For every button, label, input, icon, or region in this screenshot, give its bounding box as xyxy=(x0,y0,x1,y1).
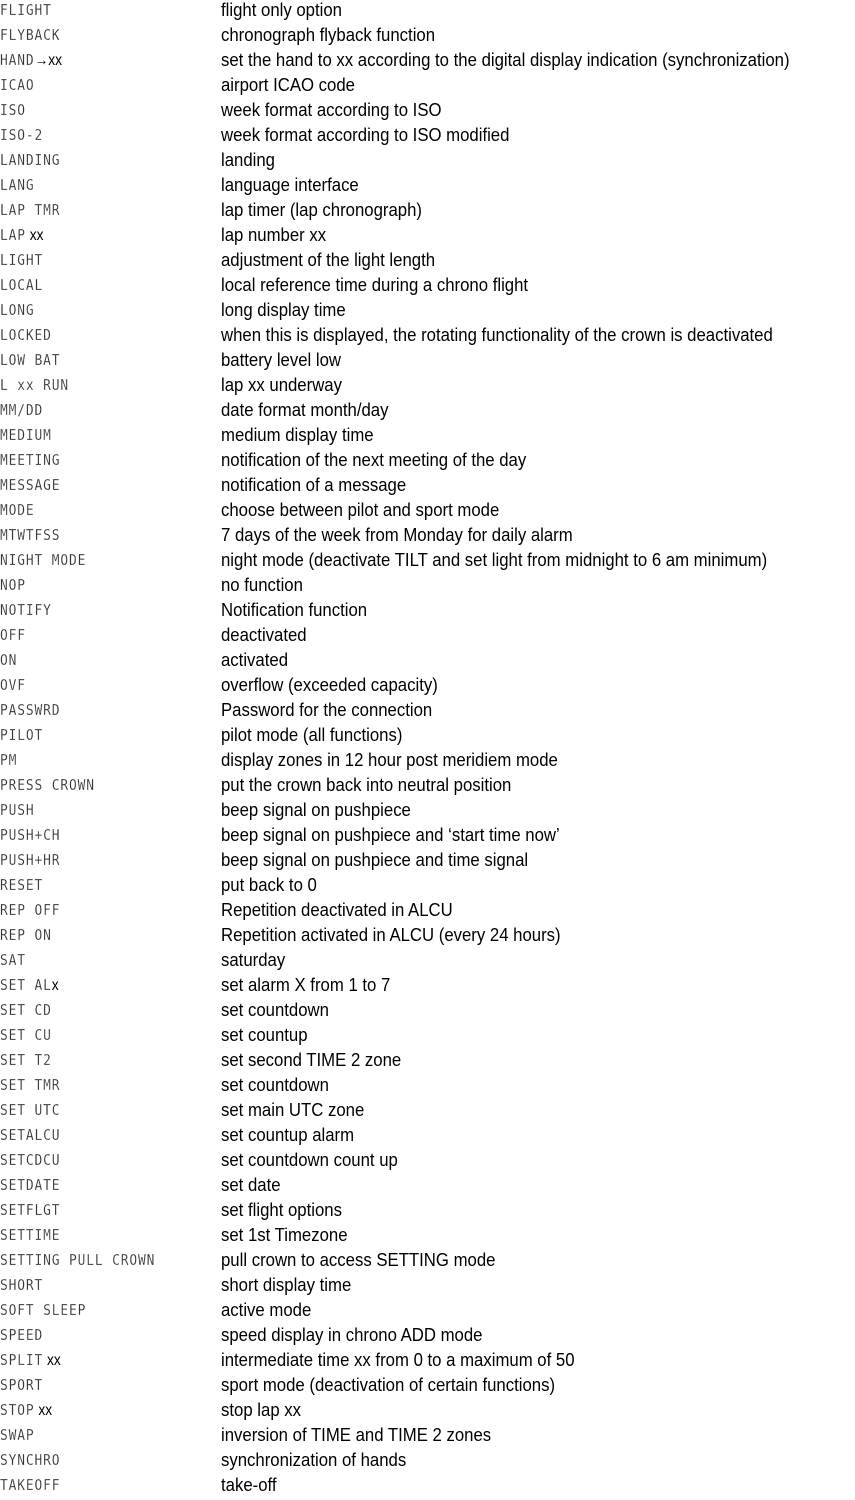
lcd-term-text: PILOT xyxy=(0,726,44,744)
glossary-row xyxy=(0,500,855,525)
term-suffix: xx xyxy=(34,1402,53,1419)
display-term xyxy=(0,550,185,575)
display-term xyxy=(0,525,185,550)
glossary-row xyxy=(0,1250,855,1275)
glossary-row xyxy=(0,75,855,100)
term-definition: stop lap xx xyxy=(221,1400,302,1420)
term-definition: set second TIME 2 zone xyxy=(221,1050,402,1070)
lcd-term-text: SET T2 xyxy=(0,1051,52,1069)
glossary-row xyxy=(0,750,855,775)
term-definition: Password for the connection xyxy=(221,700,433,720)
glossary-row xyxy=(0,900,855,925)
display-term xyxy=(0,1375,185,1400)
term-definition: lap xx underway xyxy=(221,375,342,395)
lcd-term-text: LANDING xyxy=(0,151,61,169)
lcd-term-text: SET TMR xyxy=(0,1076,61,1094)
lcd-term-text: LANG xyxy=(0,176,35,194)
display-term xyxy=(0,425,185,450)
display-term xyxy=(0,275,185,300)
lcd-term-text: MESSAGE xyxy=(0,476,61,494)
term-definition: saturday xyxy=(221,950,286,970)
display-term xyxy=(0,300,185,325)
lcd-term-text: ICAO xyxy=(0,76,35,94)
display-term xyxy=(0,925,185,950)
term-definition: local reference time during a chrono flight xyxy=(221,275,529,295)
lcd-term-text: HAND xyxy=(0,51,35,69)
display-term xyxy=(0,75,185,100)
glossary-row xyxy=(0,250,855,275)
glossary-row xyxy=(0,0,855,25)
glossary-row xyxy=(0,950,855,975)
glossary-row xyxy=(0,700,855,725)
term-definition: set countup xyxy=(221,1025,308,1045)
glossary-row xyxy=(0,875,855,900)
term-definition: language interface xyxy=(221,175,359,195)
lcd-term-text: SOFT SLEEP xyxy=(0,1301,87,1319)
lcd-term-text: SWAP xyxy=(0,1426,35,1444)
term-definition: set countup alarm xyxy=(221,1125,355,1145)
lcd-term-text: PUSH xyxy=(0,801,35,819)
lcd-term-text: NOTIFY xyxy=(0,601,52,619)
glossary-row xyxy=(0,1275,855,1300)
term-definition: set flight options xyxy=(221,1200,342,1220)
term-definition: beep signal on pushpiece and ‘start time now’ xyxy=(221,825,560,845)
display-term xyxy=(0,0,185,25)
term-definition: pull crown to access SETTING mode xyxy=(221,1250,496,1270)
lcd-term-text: RESET xyxy=(0,876,44,894)
display-term xyxy=(0,150,185,175)
term-definition: activated xyxy=(221,650,289,670)
display-term xyxy=(0,1325,185,1350)
term-definition: set countdown xyxy=(221,1075,329,1095)
lcd-term-text: MODE xyxy=(0,501,35,519)
term-definition: put the crown back into neutral position xyxy=(221,775,512,795)
lcd-term-text: SAT xyxy=(0,951,26,969)
display-term xyxy=(0,1025,185,1050)
term-definition: beep signal on pushpiece and time signal xyxy=(221,850,529,870)
glossary-row xyxy=(0,800,855,825)
display-term xyxy=(0,975,185,1000)
glossary-row xyxy=(0,975,855,1000)
term-definition: no function xyxy=(221,575,303,595)
display-term xyxy=(0,1425,185,1450)
display-term xyxy=(0,450,185,475)
display-term xyxy=(0,50,185,75)
display-term xyxy=(0,325,185,350)
lcd-term-text: STOP xyxy=(0,1401,35,1419)
display-term xyxy=(0,350,185,375)
term-definition: pilot mode (all functions) xyxy=(221,725,403,745)
display-term xyxy=(0,1275,185,1300)
term-definition: medium display time xyxy=(221,425,374,445)
glossary-row xyxy=(0,1075,855,1100)
lcd-term-text: SYNCHRO xyxy=(0,1451,61,1469)
term-definition: battery level low xyxy=(221,350,342,370)
lcd-term-text: SETTIME xyxy=(0,1226,61,1244)
lcd-term-text: SETDATE xyxy=(0,1176,61,1194)
lcd-term-text: MEETING xyxy=(0,451,61,469)
glossary-row xyxy=(0,925,855,950)
glossary-row xyxy=(0,400,855,425)
term-definition: adjustment of the light length xyxy=(221,250,436,270)
lcd-term-text: NIGHT MODE xyxy=(0,551,87,569)
display-term xyxy=(0,200,185,225)
term-definition: deactivated xyxy=(221,625,307,645)
lcd-term-text: SET UTC xyxy=(0,1101,61,1119)
term-definition: long display time xyxy=(221,300,346,320)
term-definition: set main UTC zone xyxy=(221,1100,365,1120)
glossary-row xyxy=(0,425,855,450)
lcd-term-text: SPORT xyxy=(0,1376,44,1394)
glossary-row xyxy=(0,850,855,875)
display-term xyxy=(0,650,185,675)
display-term xyxy=(0,1300,185,1325)
term-definition: beep signal on pushpiece xyxy=(221,800,411,820)
term-definition: set the hand to xx according to the digital display indication (synchronization) xyxy=(221,50,790,70)
lcd-term-text: LOW BAT xyxy=(0,351,61,369)
glossary-row xyxy=(0,125,855,150)
glossary-row xyxy=(0,375,855,400)
glossary-row xyxy=(0,1425,855,1450)
glossary-row xyxy=(0,100,855,125)
term-definition: week format according to ISO modified xyxy=(221,125,510,145)
glossary-row xyxy=(0,1400,855,1425)
lcd-term-text: SET CD xyxy=(0,1001,52,1019)
display-term xyxy=(0,700,185,725)
lcd-term-text: MTWTFSS xyxy=(0,526,61,544)
term-suffix: x xyxy=(51,977,59,994)
lcd-term-text: MM/DD xyxy=(0,401,44,419)
glossary-row xyxy=(0,275,855,300)
glossary-row xyxy=(0,25,855,50)
term-definition: intermediate time xx from 0 to a maximum of 50 xyxy=(221,1350,575,1370)
glossary-row xyxy=(0,350,855,375)
glossary-row xyxy=(0,1325,855,1350)
glossary-row xyxy=(0,825,855,850)
glossary-row xyxy=(0,1175,855,1200)
lcd-term-text: OFF xyxy=(0,626,26,644)
term-definition: set countdown count up xyxy=(221,1150,398,1170)
lcd-term-text: OVF xyxy=(0,676,26,694)
display-term xyxy=(0,1400,185,1425)
display-term xyxy=(0,600,185,625)
term-definition: choose between pilot and sport mode xyxy=(221,500,500,520)
lcd-term-text: SETTING PULL CROWN xyxy=(0,1251,156,1269)
glossary-row xyxy=(0,475,855,500)
display-term xyxy=(0,1350,185,1375)
glossary-row xyxy=(0,550,855,575)
term-definition: week format according to ISO xyxy=(221,100,442,120)
lcd-term-text: LOCKED xyxy=(0,326,52,344)
lcd-term-text: LAP TMR xyxy=(0,201,61,219)
term-definition: lap number xx xyxy=(221,225,327,245)
term-definition: date format month/day xyxy=(221,400,389,420)
display-term xyxy=(0,1475,185,1500)
display-term xyxy=(0,1450,185,1475)
term-definition: inversion of TIME and TIME 2 zones xyxy=(221,1425,492,1445)
glossary-row xyxy=(0,450,855,475)
term-definition: 7 days of the week from Monday for daily alarm xyxy=(221,525,573,545)
lcd-term-text: FLIGHT xyxy=(0,1,52,19)
lcd-term-text: SPLIT xyxy=(0,1351,44,1369)
lcd-term-text: ISO xyxy=(0,101,26,119)
display-term xyxy=(0,1250,185,1275)
term-definition: flight only option xyxy=(221,0,342,20)
lcd-term-text: LOCAL xyxy=(0,276,44,294)
glossary-row xyxy=(0,650,855,675)
display-term xyxy=(0,1225,185,1250)
glossary-row xyxy=(0,675,855,700)
glossary-row xyxy=(0,1050,855,1075)
display-term xyxy=(0,225,185,250)
term-definition: landing xyxy=(221,150,275,170)
glossary-row xyxy=(0,600,855,625)
display-term xyxy=(0,1075,185,1100)
term-suffix: xx xyxy=(25,227,44,244)
glossary-row xyxy=(0,1450,855,1475)
display-term xyxy=(0,475,185,500)
lcd-term-text: SHORT xyxy=(0,1276,44,1294)
glossary-row xyxy=(0,1475,855,1500)
display-term xyxy=(0,25,185,50)
lcd-term-text: REP OFF xyxy=(0,901,61,919)
display-term xyxy=(0,950,185,975)
term-definition: active mode xyxy=(221,1300,312,1320)
term-definition: put back to 0 xyxy=(221,875,317,895)
lcd-term-text: PM xyxy=(0,751,18,769)
glossary-row xyxy=(0,1100,855,1125)
term-definition: when this is displayed, the rotating functionality of the crown is deactivated xyxy=(221,325,773,345)
glossary-row xyxy=(0,300,855,325)
lcd-term-text: SETALCU xyxy=(0,1126,61,1144)
glossary-row xyxy=(0,1000,855,1025)
lcd-term-text: SETCDCU xyxy=(0,1151,61,1169)
display-term xyxy=(0,375,185,400)
display-term xyxy=(0,800,185,825)
display-term xyxy=(0,400,185,425)
display-term xyxy=(0,1125,185,1150)
glossary-row xyxy=(0,575,855,600)
lcd-term-text: PASSWRD xyxy=(0,701,61,719)
lcd-term-text: LIGHT xyxy=(0,251,44,269)
lcd-term-text: LONG xyxy=(0,301,35,319)
display-term xyxy=(0,1175,185,1200)
term-definition: Repetition activated in ALCU (every 24 hours) xyxy=(221,925,561,945)
display-term xyxy=(0,675,185,700)
term-definition: sport mode (deactivation of certain functions) xyxy=(221,1375,556,1395)
term-definition: set 1st Timezone xyxy=(221,1225,348,1245)
glossary-row xyxy=(0,1225,855,1250)
glossary-row xyxy=(0,1375,855,1400)
term-suffix: →xx xyxy=(34,52,63,69)
display-term xyxy=(0,850,185,875)
term-definition: Notification function xyxy=(221,600,368,620)
display-term xyxy=(0,1200,185,1225)
display-term xyxy=(0,1150,185,1175)
term-definition: set date xyxy=(221,1175,281,1195)
lcd-term-text: TAKEOFF xyxy=(0,1476,61,1494)
display-term xyxy=(0,775,185,800)
term-definition: set alarm X from 1 to 7 xyxy=(221,975,391,995)
term-definition: take-off xyxy=(221,1475,277,1495)
glossary-row xyxy=(0,150,855,175)
glossary-row xyxy=(0,1350,855,1375)
term-definition: set countdown xyxy=(221,1000,329,1020)
lcd-term-text: MEDIUM xyxy=(0,426,52,444)
display-term xyxy=(0,725,185,750)
glossary-row xyxy=(0,525,855,550)
term-definition: speed display in chrono ADD mode xyxy=(221,1325,483,1345)
glossary-row xyxy=(0,625,855,650)
term-definition: short display time xyxy=(221,1275,352,1295)
term-definition: airport ICAO code xyxy=(221,75,355,95)
display-term xyxy=(0,175,185,200)
glossary-row xyxy=(0,1125,855,1150)
term-definition: overflow (exceeded capacity) xyxy=(221,675,438,695)
glossary-row xyxy=(0,725,855,750)
display-term xyxy=(0,125,185,150)
lcd-term-text: ISO-2 xyxy=(0,126,44,144)
glossary-row xyxy=(0,200,855,225)
glossary-row xyxy=(0,325,855,350)
lcd-term-text: PUSH+CH xyxy=(0,826,61,844)
term-definition: night mode (deactivate TILT and set light from midnight to 6 am minimum) xyxy=(221,550,768,570)
lcd-term-text: REP ON xyxy=(0,926,52,944)
glossary-row xyxy=(0,1150,855,1175)
term-definition: notification of the next meeting of the day xyxy=(221,450,527,470)
glossary-row xyxy=(0,50,855,75)
lcd-term-text: PUSH+HR xyxy=(0,851,61,869)
lcd-term-text: SPEED xyxy=(0,1326,44,1344)
lcd-term-text: LAP xyxy=(0,226,26,244)
lcd-term-text: FLYBACK xyxy=(0,26,61,44)
lcd-term-text: SETFLGT xyxy=(0,1201,61,1219)
glossary-row xyxy=(0,1025,855,1050)
display-term xyxy=(0,1100,185,1125)
glossary-row xyxy=(0,1300,855,1325)
glossary-row xyxy=(0,225,855,250)
lcd-term-text: ON xyxy=(0,651,18,669)
glossary-row xyxy=(0,175,855,200)
term-definition: notification of a message xyxy=(221,475,407,495)
display-term xyxy=(0,1050,185,1075)
glossary-row xyxy=(0,775,855,800)
display-term xyxy=(0,900,185,925)
term-definition: Repetition deactivated in ALCU xyxy=(221,900,453,920)
display-term xyxy=(0,625,185,650)
term-definition: display zones in 12 hour post meridiem mode xyxy=(221,750,558,770)
term-definition: lap timer (lap chronograph) xyxy=(221,200,422,220)
lcd-term-text: SET CU xyxy=(0,1026,52,1044)
display-term xyxy=(0,575,185,600)
display-term xyxy=(0,750,185,775)
lcd-term-text: SET AL xyxy=(0,976,52,994)
display-term xyxy=(0,1000,185,1025)
display-term xyxy=(0,500,185,525)
glossary-row xyxy=(0,1200,855,1225)
term-suffix: xx xyxy=(43,1352,61,1369)
lcd-term-text: L xx RUN xyxy=(0,376,70,394)
term-definition: chronograph flyback function xyxy=(221,25,436,45)
display-term xyxy=(0,250,185,275)
display-term xyxy=(0,100,185,125)
lcd-term-text: NOP xyxy=(0,576,26,594)
display-term xyxy=(0,825,185,850)
display-term xyxy=(0,875,185,900)
term-definition: synchronization of hands xyxy=(221,1450,407,1470)
lcd-term-text: PRESS CROWN xyxy=(0,776,95,794)
